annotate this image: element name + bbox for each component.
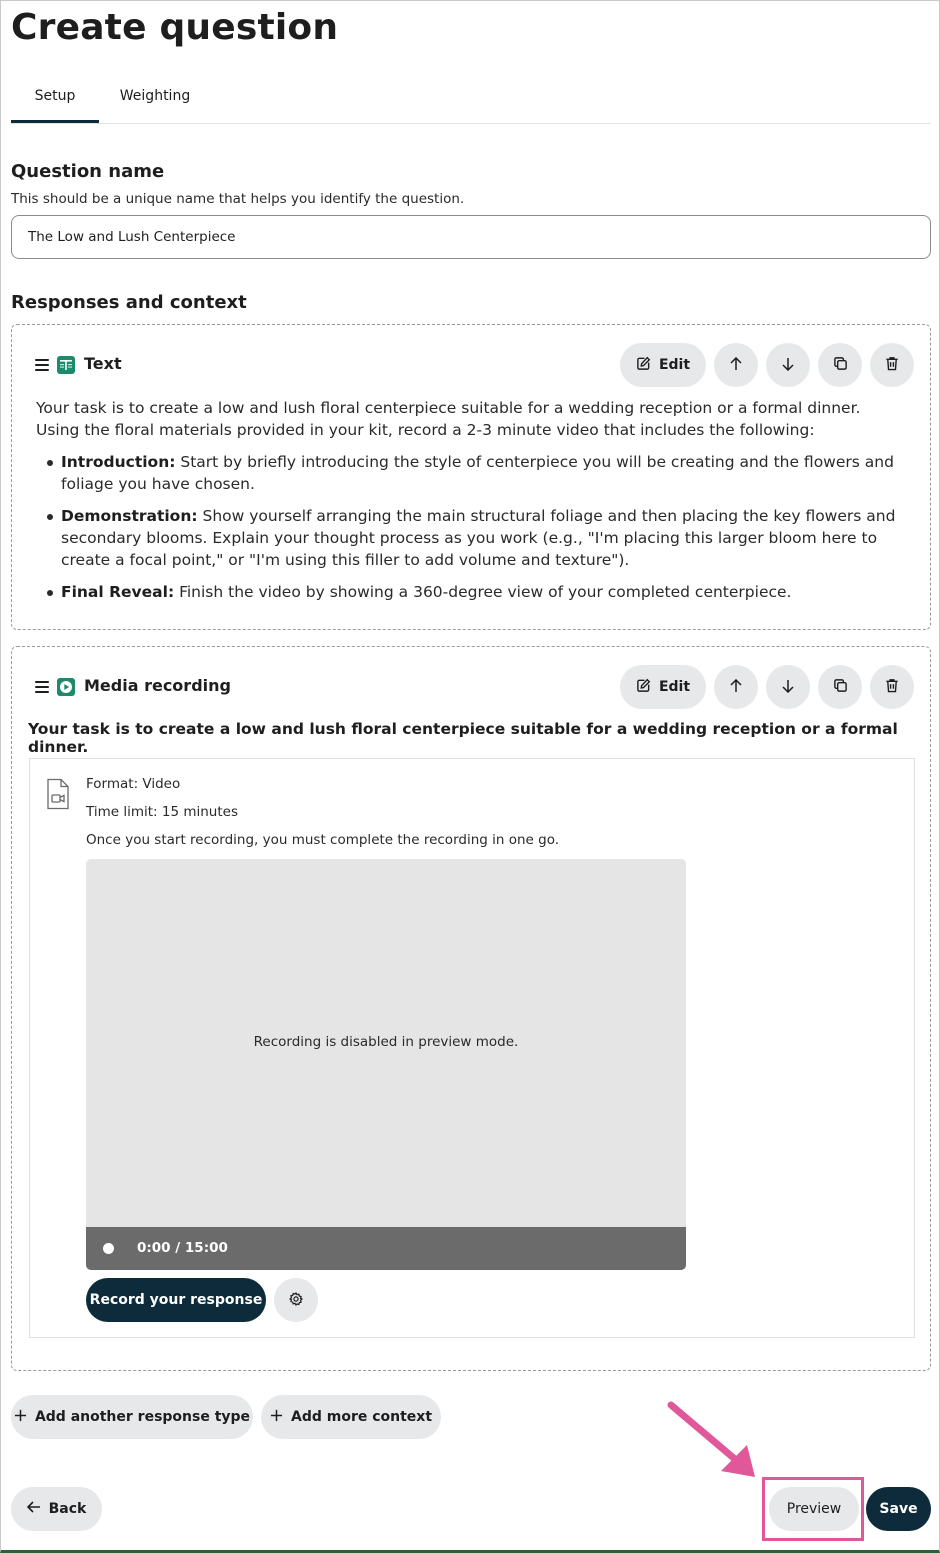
question-name-help: This should be a unique name that helps you identify the question. <box>11 191 465 207</box>
save-button[interactable]: Save <box>866 1487 931 1531</box>
arrow-down-icon <box>781 356 795 375</box>
back-label: Back <box>48 1501 87 1517</box>
add-response-type-button[interactable] <box>11 1395 253 1439</box>
edit-label: Edit <box>658 357 691 373</box>
tab-setup[interactable]: Setup <box>11 79 99 123</box>
trash-icon <box>885 678 899 697</box>
pencil-icon <box>636 678 651 697</box>
edit-button[interactable] <box>620 343 706 387</box>
media-prompt: Your task is to create a low and lush floral centerpiece suitable for a wedding reception or a formal dinner. <box>28 720 898 756</box>
duplicate-button[interactable] <box>818 665 862 709</box>
move-down-button[interactable] <box>766 665 810 709</box>
add-more-context-button[interactable] <box>261 1395 441 1439</box>
back-button[interactable] <box>11 1487 102 1531</box>
question-name-input[interactable] <box>11 215 931 259</box>
media-recording-block <box>11 646 931 1371</box>
arrow-up-icon <box>729 678 743 697</box>
bullet-text: Start by briefly introducing the style of centerpiece you will be creating and the flowers and foliage you have chosen. <box>61 453 894 493</box>
media-type-icon <box>57 678 75 696</box>
text-block-title: Text <box>84 354 122 373</box>
move-down-button[interactable] <box>766 343 810 387</box>
video-file-icon <box>46 778 70 814</box>
add-context-label: Add more context <box>290 1409 433 1425</box>
delete-button[interactable] <box>870 343 914 387</box>
tab-bar <box>11 79 931 124</box>
move-up-button[interactable] <box>714 665 758 709</box>
recording-timer: 0:00 / 15:00 <box>137 1240 228 1256</box>
pencil-icon <box>636 356 651 375</box>
arrow-left-icon <box>27 1500 41 1518</box>
text-block-bullets <box>36 451 906 613</box>
preview-button[interactable]: Preview <box>769 1487 859 1531</box>
recording-disabled-message: Recording is disabled in preview mode. <box>253 1034 519 1050</box>
time-limit-text: Time limit: 15 minutes <box>86 804 238 820</box>
bullet-term: Introduction: <box>61 453 176 471</box>
format-text: Format: Video <box>86 776 181 792</box>
text-block-intro: Your task is to create a low and lush floral centerpiece suitable for a wedding reception or a formal dinner. Using the floral materials provided in your kit, record a 2-3 minute video that includes the following: <box>36 399 861 439</box>
arrow-down-icon <box>781 678 795 697</box>
bullet-term: Final Reveal: <box>61 583 175 601</box>
recording-note: Once you start recording, you must complete the recording in one go. <box>86 832 560 848</box>
tab-weighting[interactable]: Weighting <box>119 88 191 104</box>
question-name-heading: Question name <box>11 161 165 182</box>
edit-button[interactable] <box>620 665 706 709</box>
bullet-term: Demonstration: <box>61 507 198 525</box>
recording-control-bar <box>86 1227 686 1270</box>
trash-icon <box>885 356 899 375</box>
delete-button[interactable] <box>870 665 914 709</box>
media-block-title: Media recording <box>84 676 231 695</box>
edit-label: Edit <box>658 679 691 695</box>
copy-icon <box>833 678 848 697</box>
copy-icon <box>833 356 848 375</box>
bullet-text: Show yourself arranging the main structural foliage and then placing the key flowers and secondary blooms. Explain your thought process as you work (e.g., "I'm placing this larger bloom here to create a focal point," or "I'm using this filler to add volume and texture"). <box>61 507 896 569</box>
drag-handle-icon[interactable] <box>35 681 49 693</box>
move-up-button[interactable] <box>714 343 758 387</box>
bullet-text: Finish the video by showing a 360-degree view of your completed centerpiece. <box>179 583 792 601</box>
list-item <box>36 451 906 495</box>
record-indicator-icon <box>103 1243 114 1254</box>
page-title: Create question <box>11 7 339 48</box>
plus-icon <box>14 1409 27 1426</box>
responses-heading: Responses and context <box>11 292 247 313</box>
video-preview <box>86 859 686 1270</box>
recording-settings-button[interactable] <box>274 1278 318 1322</box>
arrow-up-icon <box>729 356 743 375</box>
record-response-button[interactable]: Record your response <box>86 1278 266 1322</box>
add-response-label: Add another response type <box>34 1409 251 1425</box>
drag-handle-icon[interactable] <box>35 359 49 371</box>
text-block <box>11 324 931 630</box>
list-item <box>36 581 906 603</box>
media-recorder-panel <box>29 758 915 1338</box>
text-type-icon <box>57 356 75 374</box>
gear-icon <box>289 1291 303 1310</box>
list-item <box>36 505 906 571</box>
annotation-arrow-icon <box>665 1399 761 1487</box>
plus-icon <box>270 1409 283 1426</box>
duplicate-button[interactable] <box>818 343 862 387</box>
